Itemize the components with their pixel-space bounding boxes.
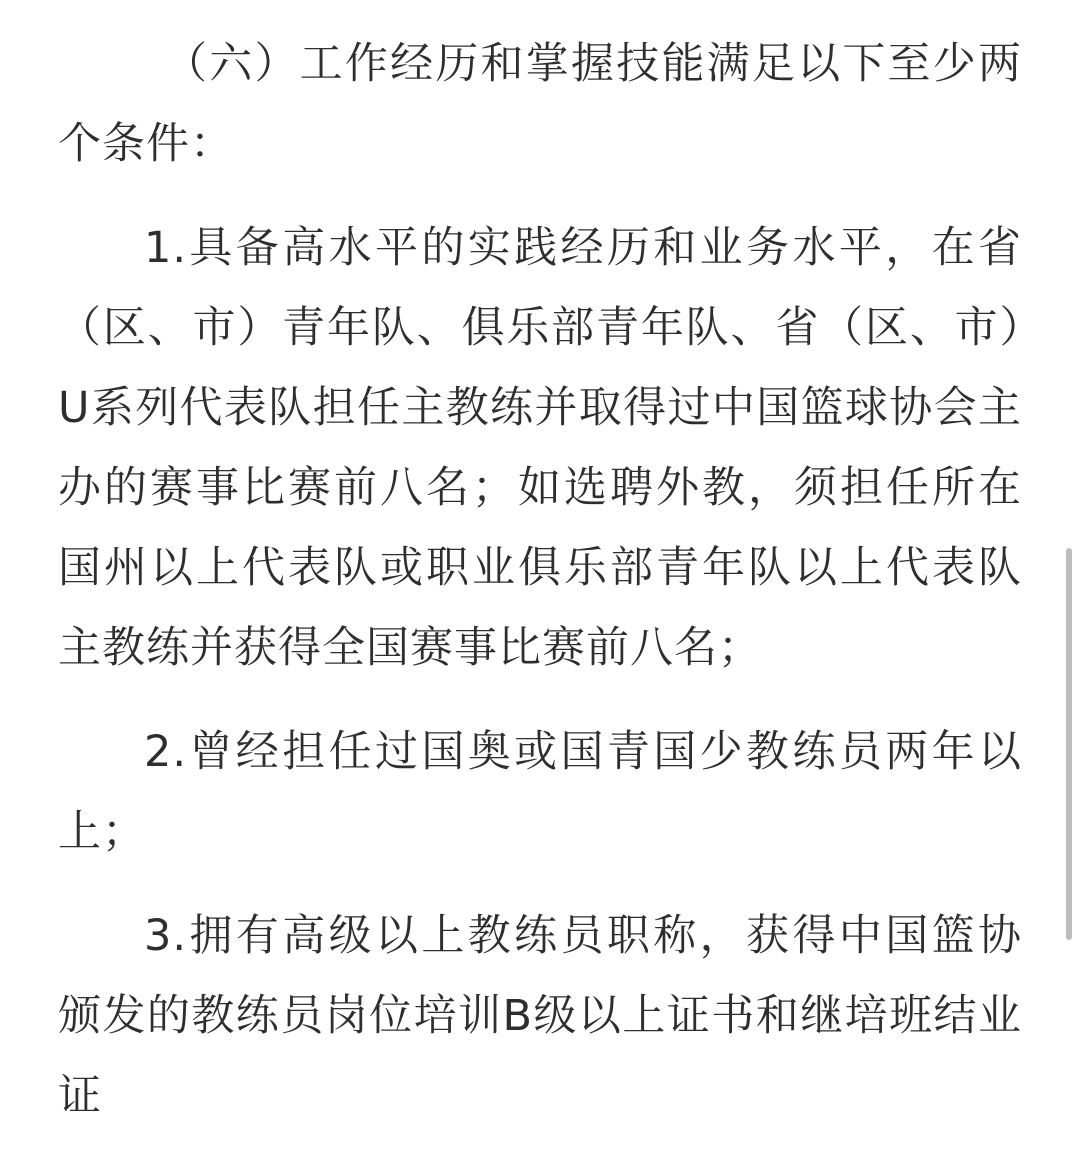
article-body: [58, 24, 1022, 1160]
paragraph-section-six: （六）工作经历和掌握技能满足以下至少两个条件：: [58, 39, 1022, 169]
paragraph-condition-1: 1.具备高水平的实践经历和业务水平，在省（区、市）青年队、俱乐部青年队、省（区、市）U系列代表队担任主教练并取得过中国篮球协会主办的赛事比赛前八名；如选聘外教，须担任所在国州以上代表队或职业俱乐部青年队以上代表队主教练并获得全国赛事比赛前八名；: [58, 223, 1022, 673]
paragraph-condition-2: 2.曾经担任过国奥或国青国少教练员两年以上；: [58, 727, 1022, 857]
paragraph-condition-3: 3.拥有高级以上教练员职称，获得中国篮协颁发的教练员岗位培训B级以上证书和继培班结业证: [58, 911, 1022, 1121]
vertical-scrollbar[interactable]: [1066, 548, 1072, 940]
